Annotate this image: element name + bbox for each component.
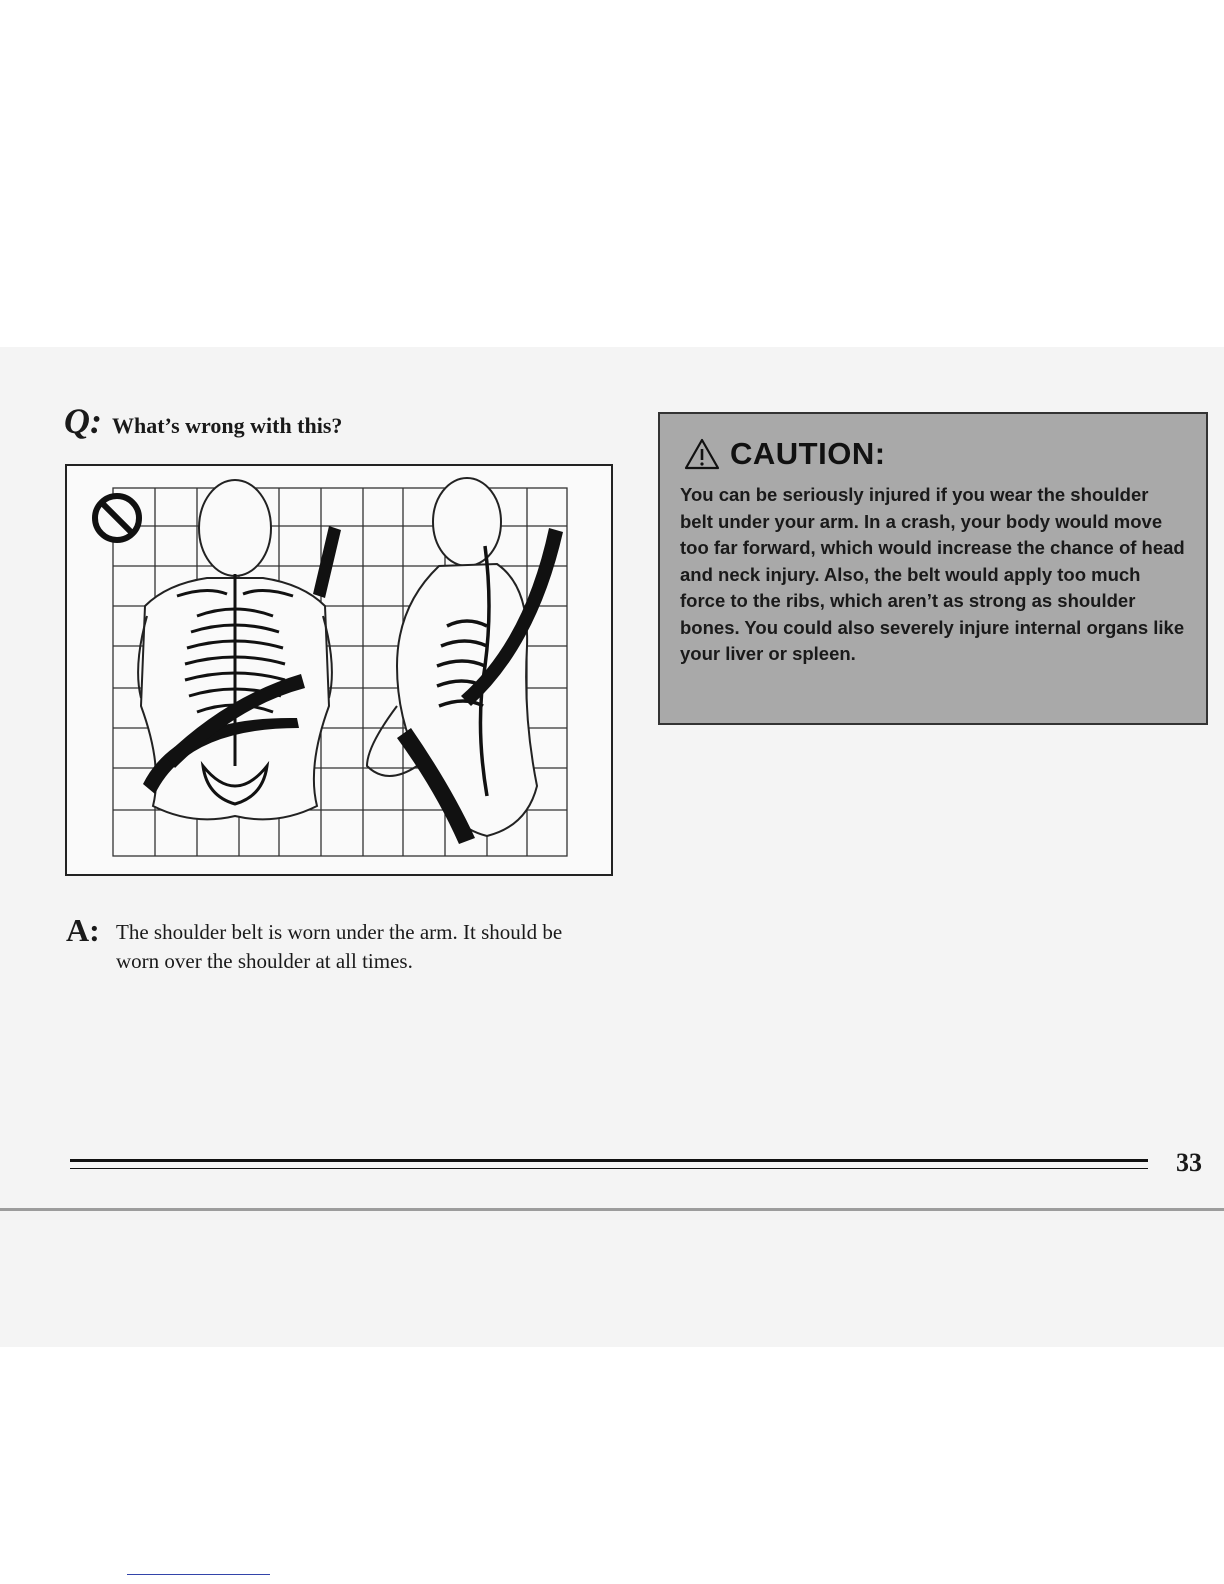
question-letter: Q: xyxy=(64,401,102,441)
caution-box xyxy=(658,412,1208,725)
caution-title: CAUTION: xyxy=(730,436,886,471)
front-shoulder-belt-strap xyxy=(313,526,341,598)
seatbelt-illustration xyxy=(65,464,613,876)
caution-header xyxy=(684,436,1186,472)
caution-body: You can be seriously injured if you wear the shoulder belt under your arm. In a crash, your body would move too far forward, which would increase the chance of head and neck injury. Also, the belt would apply too much force to the ribs, which aren’t as strong as shoulder bones. You could also severely injure internal organs like your liver or spleen. xyxy=(680,484,1185,664)
scan-edge-line xyxy=(0,1208,1224,1211)
skeleton-belt-drawing xyxy=(67,466,611,874)
prohibition-icon xyxy=(95,496,139,540)
warning-triangle-icon xyxy=(684,438,720,470)
bottom-link-underline xyxy=(127,1574,270,1575)
answer-block xyxy=(66,912,606,976)
question-heading xyxy=(64,400,342,442)
answer-text: The shoulder belt is worn under the arm. It should be worn over the shoulder at all times. xyxy=(116,920,563,973)
answer-letter: A: xyxy=(66,912,100,948)
question-text: What’s wrong with this? xyxy=(112,413,343,438)
page-number: 33 xyxy=(1176,1148,1202,1177)
footer-rule-thick xyxy=(70,1159,1148,1162)
footer-rule-thin xyxy=(70,1168,1148,1169)
